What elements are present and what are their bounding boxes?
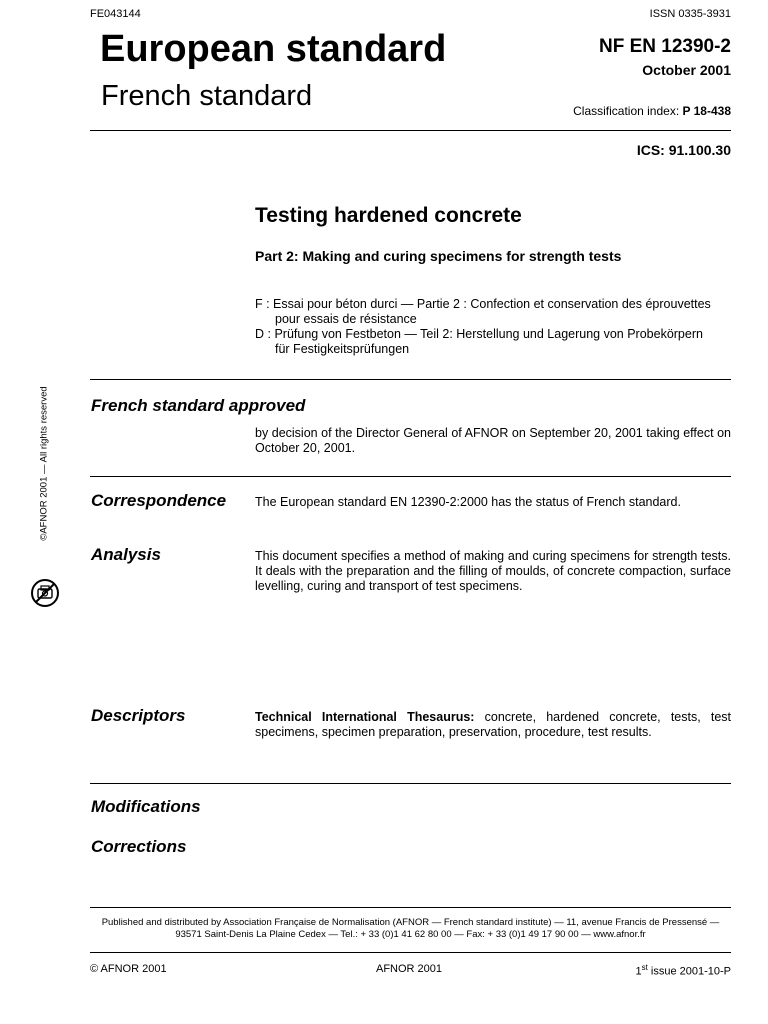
issue-text: issue 2001-10-P: [647, 965, 731, 978]
page-subtitle: French standard: [101, 80, 313, 112]
footer-issue: [635, 963, 731, 978]
page-title: European standard: [100, 28, 447, 70]
divider-approved: [90, 379, 731, 380]
issue-ordinal: st: [641, 963, 648, 972]
classification-value: P 18-438: [682, 104, 731, 118]
divider-publisher: [90, 907, 731, 908]
descriptors-text: [255, 710, 731, 740]
footer-center: AFNOR 2001: [376, 963, 443, 975]
descriptors-list: concrete, hardened concrete, tests, test specimens, specimen preparation, preservation, procedure, test results.: [255, 710, 732, 739]
approved-heading: French standard approved: [91, 396, 306, 415]
german-title-line2: für Festigkeitsprüfungen: [275, 342, 410, 356]
analysis-heading: Analysis: [91, 545, 161, 564]
header-divider: [90, 130, 731, 131]
correspondence-heading: Correspondence: [91, 491, 227, 510]
analysis-text: This document specifies a method of making and curing specimens for strength tests. It deals with the preparation and the filling of moulds, of concrete compaction, surface levelling, curing and transport of test specimens.: [255, 549, 731, 593]
classification-index: [573, 104, 731, 118]
descriptors-heading: Descriptors: [91, 706, 186, 725]
corrections-heading: Corrections: [91, 837, 187, 856]
french-title-line2: pour essais de résistance: [275, 312, 417, 326]
issn: ISSN 0335-3931: [649, 8, 731, 20]
standard-number: NF EN 12390-2: [598, 36, 731, 57]
classification-label: Classification index:: [573, 104, 683, 118]
divider-footer: [90, 952, 731, 953]
publisher-line1: Published and distributed by Association Française de Normalisation (AFNOR — French standard institute) — 11, avenue Francis de Pressensé —: [101, 917, 720, 928]
standard-date: October 2001: [642, 62, 731, 78]
footer-copyright: © AFNOR 2001: [90, 963, 167, 975]
document-id: FE043144: [90, 8, 141, 20]
divider-modifications: [90, 783, 731, 784]
publisher-info: [90, 917, 731, 941]
ics-code: ICS: 91.100.30: [636, 142, 731, 158]
no-photocopy-icon: [30, 578, 60, 608]
modifications-heading: Modifications: [91, 797, 201, 816]
descriptors-label: Technical International Thesaurus:: [255, 710, 475, 724]
divider-correspondence: [90, 476, 731, 477]
german-title-line1: D : Prüfung von Festbeton — Teil 2: Herstellung und Lagerung von Probekörpern: [255, 327, 703, 341]
rights-reserved-text: ©AFNOR 2001 — All rights reserved: [38, 386, 50, 541]
document-part: Part 2: Making and curing specimens for strength tests: [255, 248, 622, 264]
correspondence-text: The European standard EN 12390-2:2000 has the status of French standard.: [255, 495, 681, 509]
document-title: Testing hardened concrete: [255, 204, 522, 227]
translated-titles: [255, 297, 711, 357]
issue-number: 1: [635, 965, 642, 978]
french-title-line1: F : Essai pour béton durci — Partie 2 : Confection et conservation des éprouvettes: [255, 297, 711, 311]
approved-text: by decision of the Director General of AFNOR on September 20, 2001 taking effect on October 20, 2001.: [255, 426, 731, 455]
publisher-line2: 93571 Saint-Denis La Plaine Cedex — Tel.: + 33 (0)1 41 62 80 00 — Fax: + 33 (0)1 49 17 90 00 — www.afnor.fr: [175, 929, 646, 940]
